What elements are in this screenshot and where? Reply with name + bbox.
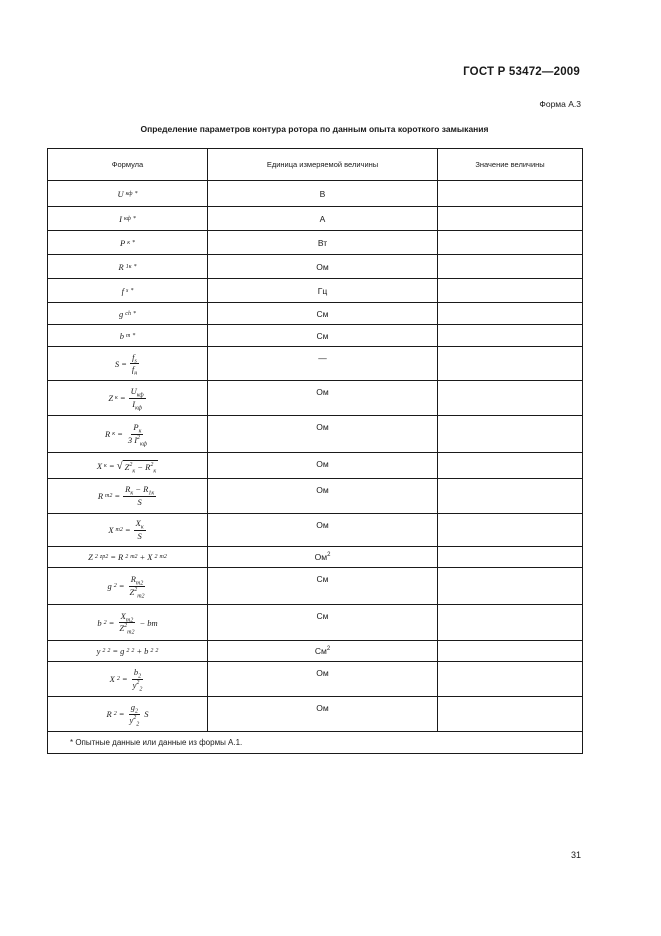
unit-cell: — [208, 347, 438, 381]
formula-z-zp2: Z 2 zp2 = R 2 m2 + X 2 m2 [88, 552, 167, 562]
header-value: Значение величины [438, 149, 583, 181]
value-cell [438, 453, 583, 479]
unit-cell: Ом [208, 697, 438, 732]
formula-cell [48, 207, 208, 231]
formula-cell [48, 514, 208, 547]
formula-cell [48, 255, 208, 279]
formula-r-m2: R m2 = $\frac{R_к - R_{1к}}{S}$ [97, 484, 155, 507]
unit-cell: $См^2$ [208, 641, 438, 662]
parameters-table [47, 148, 583, 754]
table-row [48, 255, 583, 279]
value-cell [438, 303, 583, 325]
table-row [48, 514, 583, 547]
unit-cell: См [208, 303, 438, 325]
unit-cell: А [208, 207, 438, 231]
table-row [48, 453, 583, 479]
table-row [48, 207, 583, 231]
table-row [48, 381, 583, 416]
unit-cell: Ом [208, 416, 438, 453]
unit-cell: Ом [208, 662, 438, 697]
formula-i-kf: I кф * [119, 213, 136, 224]
value-cell [438, 697, 583, 732]
sqrt-icon: √ [116, 459, 123, 472]
unit-cell: См [208, 568, 438, 605]
formula-x-m2: X m2 = $\frac{X_к}{S}$ [108, 518, 144, 541]
formula-p-k: P к * [119, 237, 135, 248]
formula-r-1k: R 1к * [118, 261, 137, 272]
formula-x-2: X 2 = $\frac{b_2}{y^2_2}$ [109, 667, 143, 693]
formula-z-k: Z к = $\frac{U_{кф}}{I_{кф}}$ [108, 386, 144, 412]
formula-cell [48, 479, 208, 514]
formula-cell [48, 547, 208, 568]
value-cell [438, 207, 583, 231]
formula-slip: S = $\frac{f_s}{f_н}$ [114, 351, 138, 377]
table-row [48, 303, 583, 325]
table-row [48, 325, 583, 347]
table-header-row [48, 149, 583, 181]
value-cell [438, 662, 583, 697]
unit-cell: Гц [208, 279, 438, 303]
footnote: * Опытные данные или данные из формы А.1. [48, 732, 583, 754]
formula-cell [48, 605, 208, 641]
table-row [48, 605, 583, 641]
formula-cell [48, 568, 208, 605]
value-cell [438, 547, 583, 568]
unit-cell: См [208, 605, 438, 641]
formula-g-ch: g ch * [119, 308, 136, 319]
unit-cell: В [208, 181, 438, 207]
footnote-row [48, 732, 583, 754]
formula-cell [48, 641, 208, 662]
value-cell [438, 347, 583, 381]
value-cell [438, 514, 583, 547]
page-number: 31 [571, 850, 582, 860]
unit-cell: Ом [208, 453, 438, 479]
formula-x-k: X к = √ $Z^2_к - R^2_к$ [96, 459, 157, 475]
table-row [48, 181, 583, 207]
formula-u-kf: U кф * [117, 188, 138, 199]
unit-cell: Ом [208, 381, 438, 416]
formula-cell [48, 416, 208, 453]
document-code: ГОСТ Р 53472—2009 [463, 66, 580, 78]
table-row [48, 568, 583, 605]
value-cell [438, 605, 583, 641]
unit-cell: Ом [208, 479, 438, 514]
formula-y-2: y 2 2 = g 2 2 + b 2 2 [96, 646, 159, 656]
header-unit: Единица измеряемой величины [208, 149, 438, 181]
value-cell [438, 279, 583, 303]
value-cell [438, 255, 583, 279]
value-cell [438, 325, 583, 347]
value-cell [438, 479, 583, 514]
header-formula: Формула [48, 149, 208, 181]
table-row [48, 641, 583, 662]
value-cell [438, 641, 583, 662]
table-row [48, 697, 583, 732]
formula-cell [48, 181, 208, 207]
table-row [48, 662, 583, 697]
formula-b-m: b m * [119, 330, 136, 341]
formula-f-s: f s * [121, 285, 134, 296]
formula-cell [48, 325, 208, 347]
value-cell [438, 416, 583, 453]
value-cell [438, 381, 583, 416]
table-row [48, 547, 583, 568]
table-row [48, 231, 583, 255]
table-row [48, 347, 583, 381]
form-label: Форма А.3 [539, 99, 581, 109]
value-cell [438, 568, 583, 605]
formula-g-2: g 2 = $\frac{R_{m2}}{Z^2_{m2}}$ [107, 574, 145, 600]
formula-cell [48, 347, 208, 381]
unit-cell: Ом [208, 255, 438, 279]
formula-cell [48, 381, 208, 416]
unit-cell: Ом [208, 514, 438, 547]
unit-cell: Вт [208, 231, 438, 255]
table-row [48, 479, 583, 514]
formula-b-2: b 2 = $\frac{X_{m2}}{Z^2_{m2}}$ − bm [97, 610, 158, 636]
table-row [48, 279, 583, 303]
value-cell [438, 181, 583, 207]
formula-cell [48, 453, 208, 479]
formula-cell [48, 279, 208, 303]
formula-cell [48, 303, 208, 325]
table-row [48, 416, 583, 453]
formula-r-k: R к = $\frac{P_к}{3 I^2_{кф}}$ [105, 422, 147, 448]
formula-cell [48, 662, 208, 697]
value-cell [438, 231, 583, 255]
formula-cell [48, 697, 208, 732]
unit-cell: $Ом^2$ [208, 547, 438, 568]
unit-cell: См [208, 325, 438, 347]
formula-cell [48, 231, 208, 255]
formula-r-2: R 2 = $\frac{g_2}{y^2_2}$ S [106, 702, 149, 728]
table-title: Определение параметров контура ротора по данным опыта короткого замыкания [140, 124, 489, 134]
